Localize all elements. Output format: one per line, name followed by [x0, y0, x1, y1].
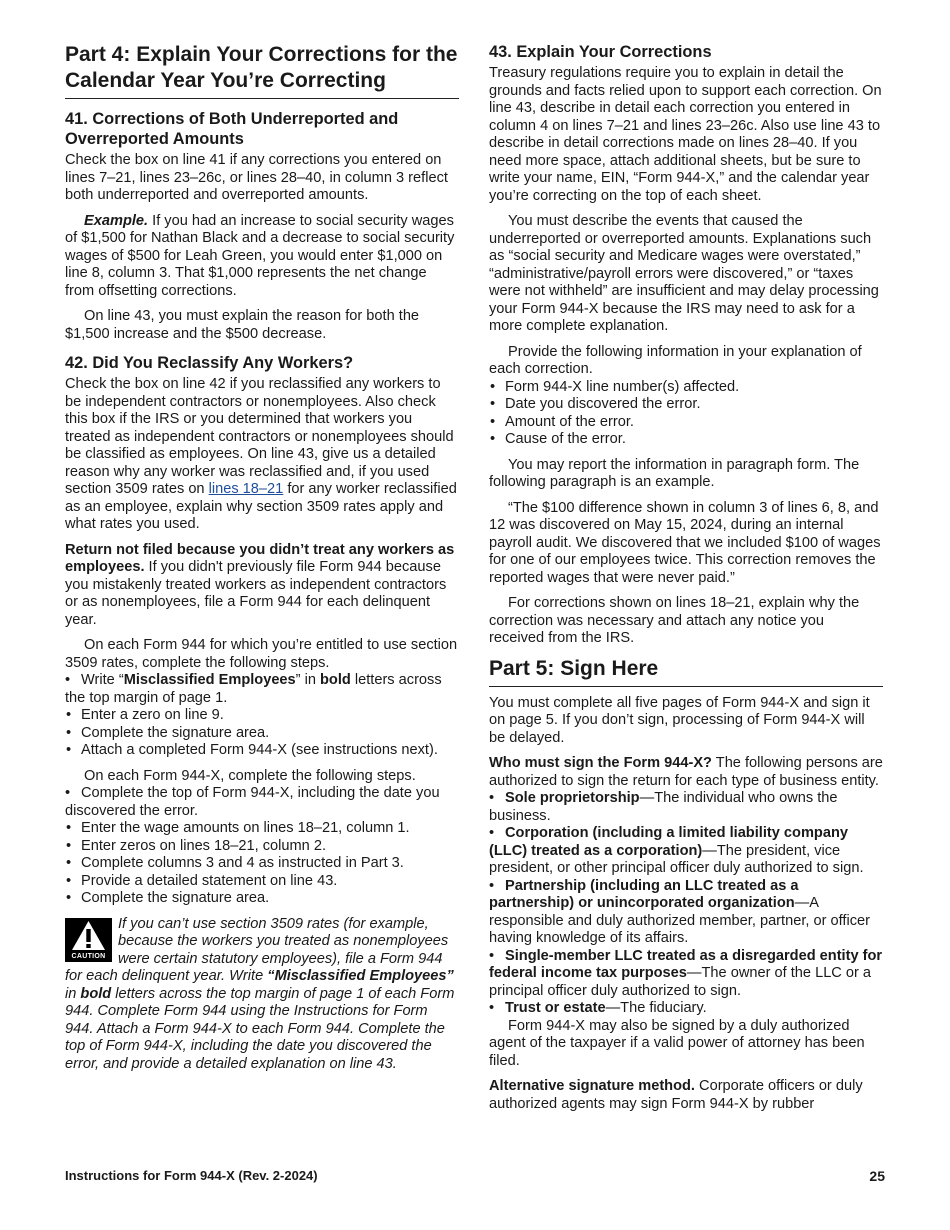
- list-item: • Complete the signature area.: [65, 725, 459, 743]
- section-43-heading: 43. Explain Your Corrections: [489, 43, 712, 61]
- list-item: • Complete the top of Form 944-X, including the date you discovered the error.: [65, 785, 459, 820]
- right-column: [489, 40, 883, 1121]
- part5-para-1: You must complete all five pages of Form 944-X and sign it on page 5. If you don’t sign, processing of Form 944-X will be delayed.: [489, 694, 870, 746]
- list-item: • Amount of the error.: [489, 414, 883, 432]
- section-43-para-2: You must describe the events that caused the underreported or overreported amounts. Explanations such as “social security and Medicare wages were overstated,” “administrative/payroll errors were discovered,” or “taxes were not withheld” are insufficient and may delay processing your Form 944-X because the IRS may need to ask for a more complete explanation.: [489, 213, 879, 334]
- alt-signature-para: [489, 1078, 883, 1113]
- list-item: • Corporation (including a limited liability company (LLC) treated as a corporation)—The president, vice president, or other principal officer duly authorized to sign.: [489, 825, 883, 878]
- lines-18-21-link[interactable]: lines 18–21: [208, 481, 284, 497]
- steps-944-list: [65, 672, 459, 760]
- return-not-filed-heading: Return not filed because you didn’t treat any workers as employees.: [65, 541, 455, 575]
- list-item: • Enter the wage amounts on lines 18–21, column 1.: [65, 820, 459, 838]
- caution-note: [65, 916, 459, 1074]
- caution-label: CAUTION: [71, 952, 106, 960]
- signers-list: [489, 790, 883, 1018]
- section-42-text-b: for any worker reclassified as an employee, explain why section 3509 rates apply and what rates you used.: [65, 481, 457, 532]
- list-item: • Attach a completed Form 944-X (see instructions next).: [65, 742, 459, 760]
- page-number: 25: [869, 1168, 885, 1184]
- return-not-filed-text: If you didn't previously file Form 944 because you mistakenly treated workers as independent contractors or as nonemployees, file a Form 944 for each delinquent year.: [65, 559, 447, 628]
- section-42-heading: 42. Did You Reclassify Any Workers?: [65, 354, 354, 372]
- example-text: If you had an increase to social security wages of $1,500 for Nathan Black and a decrease to social security wages of $500 for Leah Green, you would enter $1,000 on line 8, column 3. That $1,000 represents the net change from offsetting corrections.: [65, 212, 455, 299]
- list-item: • Sole proprietorship—The individual who owns the business.: [489, 790, 883, 825]
- list-item: • Single-member LLC treated as a disregarded entity for federal income tax purposes—The owner of the LLC or a principal officer duly authorized to sign.: [489, 948, 883, 1001]
- list-item: • Complete the signature area.: [65, 890, 459, 908]
- return-not-filed-para: [65, 542, 459, 630]
- section-43-example-quote: “The $100 difference shown in column 3 of lines 6, 8, and 12 was discovered on May 15, 2024, during an internal payroll audit. We discovered that we included $100 of wages for one of our employees twice. This correction removes the reported wages that were never paid.”: [489, 499, 881, 586]
- list-item: • Enter a zero on line 9.: [65, 707, 459, 725]
- caution-icon: [65, 918, 112, 962]
- steps-944x-intro: On each Form 944-X, complete the following steps.: [84, 767, 416, 784]
- caution-text-bi: “Misclassified Employees”: [267, 968, 454, 984]
- section-43-para-1: Treasury regulations require you to explain in detail the grounds and facts relied upon to support each correction. On line 43, describe in detail each correction you entered in column 4 on lines 7–21 and lines 23–26c. Also use line 43 to describe in detail corrections made on lines 28–40. If you need more space, attach additional sheets, but be sure to write your name, EIN, “Form 944-X,” and the calendar year you’re correcting on the top of each sheet.: [489, 65, 882, 204]
- section-41-heading: 41. Corrections of Both Underreported and Overreported Amounts: [65, 110, 399, 148]
- footer-title: Instructions for Form 944-X (Rev. 2-2024): [65, 1168, 318, 1183]
- list-item: • Form 944-X line number(s) affected.: [489, 379, 883, 397]
- alt-signature-heading: Alternative signature method.: [489, 1078, 695, 1094]
- caution-text-b: in: [65, 985, 81, 1002]
- caution-text-a: If you can’t use section 3509 rates (for example, because the workers you treated as nonemployees were certain statutory employees), file a Form 944 for each delinquent year. Write: [65, 915, 449, 984]
- part4-title: Part 4: Explain Your Corrections for the Calendar Year You’re Correcting: [65, 42, 459, 99]
- list-item: • Cause of the error.: [489, 431, 883, 449]
- warning-triangle-icon: [71, 920, 106, 952]
- list-item: • Complete columns 3 and 4 as instructed in Part 3.: [65, 855, 459, 873]
- caution-text-c: letters across the top margin of page 1 of each Form 944. Complete Form 944 using the Instructions for Form 944. Attach a Form 944-X to each Form 944. Complete the top of Form 944-X, including the date you discovered the error, and provide a detailed explanation on line 43.: [65, 985, 455, 1072]
- example-para: [65, 213, 459, 301]
- who-must-sign-para: [489, 755, 883, 790]
- part5-title: Part 5: Sign Here: [489, 656, 883, 687]
- section-42-text-a: Check the box on line 42 if you reclassified any workers to be independent contractors or nonemployees. Also check this box if the IRS or you determined that workers you treated as independent contractors or nonemployees should be classified as employees. On line 43, give us a detailed reason why any worker was reclassified and, if you used section 3509 rates on: [65, 376, 454, 497]
- list-item: • Provide a detailed statement on line 43.: [65, 873, 459, 891]
- section-43-para-3: Provide the following information in your explanation of each correction.: [489, 343, 862, 377]
- section-43-para-6: For corrections shown on lines 18–21, explain why the correction was necessary and attach any notice you received from the IRS.: [489, 595, 860, 646]
- who-must-sign-heading: Who must sign the Form 944-X?: [489, 755, 712, 771]
- steps-944x-list: [65, 785, 459, 908]
- list-item: • Date you discovered the error.: [489, 396, 883, 414]
- section-41-para: Check the box on line 41 if any corrections you entered on lines 7–21, lines 23–26c, or lines 28–40, in column 3 reflect both underreported and overreported amounts.: [65, 152, 448, 203]
- list-item: • Enter zeros on lines 18–21, column 2.: [65, 838, 459, 856]
- section-41-para-3: On line 43, you must explain the reason for both the $1,500 increase and the $500 decrease.: [65, 308, 420, 342]
- steps-944-intro: On each Form 944 for which you’re entitled to use section 3509 rates, complete the following steps.: [65, 637, 458, 671]
- agent-para: Form 944-X may also be signed by a duly authorized agent of the taxpayer if a valid power of attorney has been filed.: [489, 1017, 865, 1069]
- who-must-sign-text: The following persons are authorized to sign the return for each type of business entity.: [489, 755, 883, 789]
- list-item: • Partnership (including an LLC treated as a partnership) or unincorporated organization—A responsible and duly authorized member, partner, or officer having knowledge of its affairs.: [489, 878, 883, 948]
- section-43-para-4: You may report the information in paragraph form. The following paragraph is an example.: [489, 456, 860, 490]
- list-item: • Trust or estate—The fiduciary.: [489, 1000, 883, 1018]
- alt-signature-text: Corporate officers or duly authorized agents may sign Form 944-X by rubber: [489, 1078, 863, 1112]
- list-item: • Write “Misclassified Employees” in bold letters across the top margin of page 1.: [65, 672, 459, 707]
- info-list: [489, 379, 883, 449]
- example-label: Example.: [84, 212, 149, 229]
- caution-text-bold: bold: [80, 985, 112, 1002]
- section-42-para: [65, 376, 459, 534]
- left-column: [65, 40, 459, 1073]
